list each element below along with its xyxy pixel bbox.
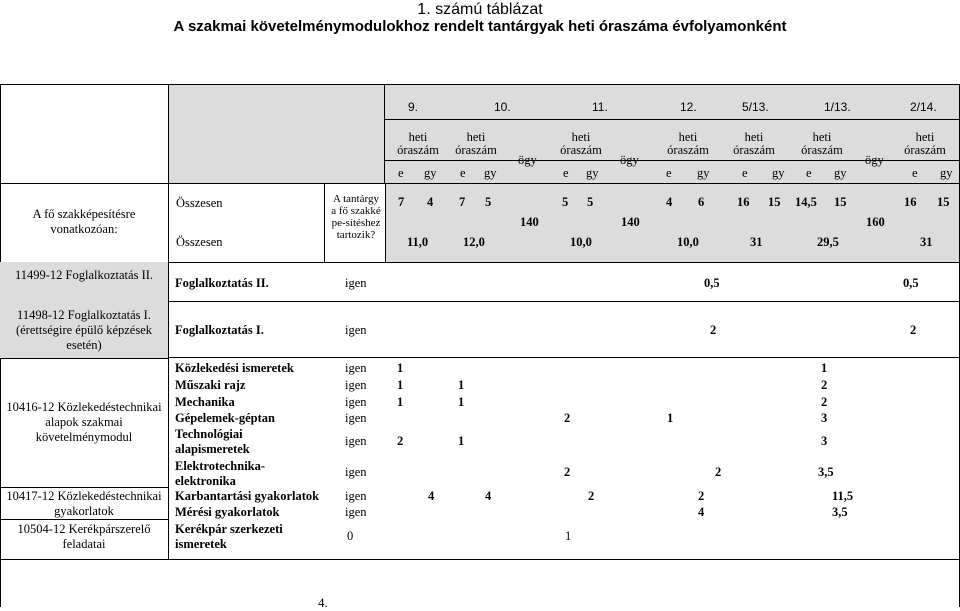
main-val: 16 [737,195,750,209]
igen: igen [345,505,367,519]
igen: igen [345,411,367,425]
main-val: 5 [587,195,594,209]
mod1-total: 0,5 [903,276,919,290]
year-1-13: 1/13. [824,100,851,114]
main-total: 31 [920,235,933,249]
heti-oraszam-12: heti óraszám [667,130,709,157]
val: 1 [397,361,404,375]
belongs-question: A tantárgy a fő szakképe-sítéshez tartozik? [331,193,381,241]
mod2-val: 2 [710,323,717,337]
mod1-val: 0,5 [704,276,720,290]
subject-elektrotechnika-elektronika: Elektrotechnika- elektronika [175,459,266,488]
subject-foglalkoztatas-2: Foglalkoztatás II. [175,276,269,290]
gy-9: gy [424,166,437,180]
val: 1 [458,378,465,392]
total: 3,5 [818,465,834,479]
val: 2 [564,465,571,479]
e-1-13: e [806,166,812,180]
subject-meresi-gyakorlatok: Mérési gyakorlatok [175,505,280,519]
heti-oraszam-9: heti óraszám [397,130,439,157]
osszesen-2: Összesen [176,235,223,249]
module-11498: 11498-12 Foglalkoztatás I. (érettségire épülő képzések esetén) [15,308,153,352]
subject-technologiai-alapismeretek: Technológiai alapismeretek [175,427,250,456]
igen: igen [345,489,367,503]
osszesen-1: Összesen [176,196,223,210]
year-2-14: 2/14. [910,100,937,114]
main-val: 4 [666,195,673,209]
e-12: e [666,166,672,180]
main-val: 15 [768,195,781,209]
header-left-blank2 [0,84,385,184]
val: 1 [458,395,465,409]
heti-oraszam-5-13: heti óraszám [733,130,775,157]
main-val: 7 [459,195,466,209]
subject-kozlekedesi-ismeretek: Közlekedési ismeretek [175,361,294,375]
val: 4 [485,489,492,503]
gy-10: gy [484,166,497,180]
total: 2 [821,395,828,409]
ogy-1: ögy [518,153,537,167]
subject-kerekpar-szerkezeti-ismeretek: Kerékpár szerkezeti ismeretek [175,522,283,551]
total: 3 [821,434,828,448]
val: 1 [667,411,674,425]
igen: igen [345,361,367,375]
module-11499: 11499-12 Foglalkoztatás II. [14,268,154,282]
year-9: 9. [408,100,419,114]
main-val: 16 [904,195,917,209]
igen: igen [345,276,367,290]
ogy-val: 160 [866,215,885,229]
main-total: 29,5 [817,235,839,249]
main-val: 15 [834,195,847,209]
igen: igen [345,434,367,448]
val: 2 [698,489,705,503]
val: 0 [347,529,354,543]
e-10: e [460,166,466,180]
total: 3,5 [832,505,848,519]
total: 2 [821,378,828,392]
val: 4 [698,505,705,519]
main-val: 6 [698,195,705,209]
total: 11,5 [832,489,854,503]
main-total: 12,0 [463,235,485,249]
val: 4 [428,489,435,503]
main-val: 5 [485,195,492,209]
gy-11: gy [586,166,599,180]
main-val: 7 [398,195,405,209]
ogy-2: ögy [620,153,639,167]
total: 3 [821,411,828,425]
val: 2 [564,411,571,425]
page-number: 4. [318,595,328,610]
year-5-13: 5/13. [742,100,769,114]
table-title: A szakmai követelménymodulokhoz rendelt tantárgyak heti óraszáma évfolyamonként [173,18,787,35]
heti-oraszam-2-14: heti óraszám [904,130,946,157]
main-val: 14,5 [795,195,817,209]
main-row-label: A fő szakképesítésre vonatkozóan: [32,207,136,236]
subject-foglalkoztatas-1: Foglalkoztatás I. [175,323,264,337]
val: 1 [397,395,404,409]
year-11: 11. [592,100,608,114]
igen: igen [345,323,367,337]
subject-mechanika: Mechanika [175,395,235,409]
year-10: 10. [494,100,511,114]
table-caption: 1. számú táblázat [417,1,543,18]
main-total: 31 [750,235,763,249]
igen: igen [345,465,367,479]
heti-oraszam-10: heti óraszám [455,130,497,157]
val: 1 [565,529,572,543]
heti-oraszam-1-13: heti óraszám [801,130,843,157]
module-10416: 10416-12 Közlekedéstechnikai alapok szakmai követelménymodul [6,400,162,444]
ogy-val: 140 [520,215,539,229]
gy-2-14: gy [940,166,953,180]
main-total: 10,0 [677,235,699,249]
mod2-total: 2 [910,323,917,337]
val: 1 [458,434,465,448]
main-val: 15 [937,195,950,209]
ogy-val: 140 [621,215,640,229]
ogy-3: ögy [865,153,884,167]
gy-1-13: gy [834,166,847,180]
e-9: e [398,166,404,180]
module-10417: 10417-12 Közlekedéstechnikai gyakorlatok [6,489,162,518]
val: 2 [715,465,722,479]
subject-muszaki-rajz: Műszaki rajz [175,378,246,392]
subject-gepelemek-geptan: Gépelemek-géptan [175,411,275,425]
igen: igen [345,378,367,392]
main-total: 11,0 [407,235,429,249]
e-5-13: e [742,166,748,180]
main-val: 5 [562,195,569,209]
gy-12: gy [697,166,710,180]
main-val: 4 [427,195,434,209]
val: 1 [397,378,404,392]
igen: igen [345,395,367,409]
main-total: 10,0 [570,235,592,249]
heti-oraszam-11: heti óraszám [560,130,602,157]
e-11: e [563,166,569,180]
subject-karbantartasi-gyakorlatok: Karbantartási gyakorlatok [175,489,320,503]
total: 1 [821,361,828,375]
module-10504: 10504-12 Kerékpárszerelő feladatai [17,522,151,551]
year-12: 12. [680,100,697,114]
val: 2 [397,434,404,448]
e-2-14: e [912,166,918,180]
val: 2 [588,489,595,503]
gy-5-13: gy [772,166,785,180]
